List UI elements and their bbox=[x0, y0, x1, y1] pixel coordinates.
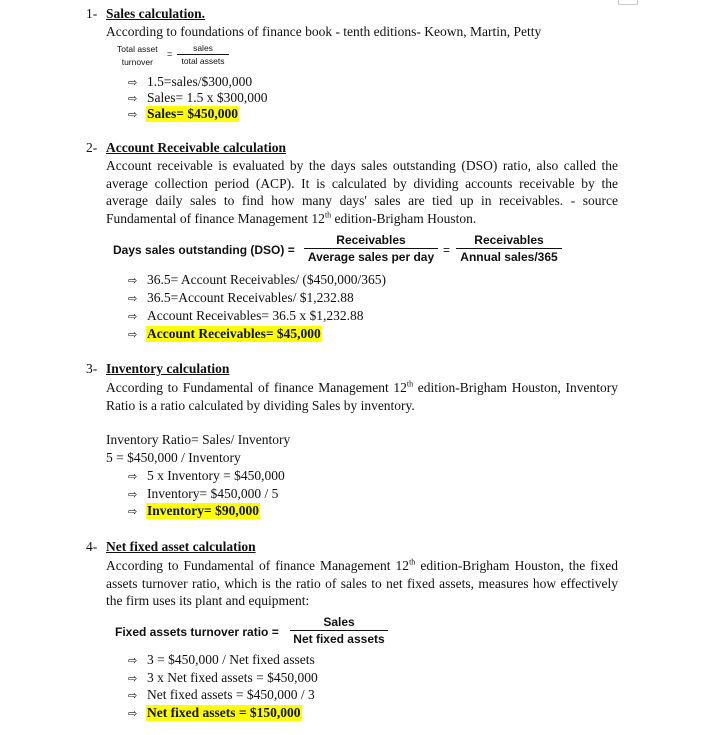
section-4-number: 4- bbox=[86, 539, 98, 554]
arrow-icon: ⇨ bbox=[128, 108, 138, 121]
para-text-end: edition-Brigham Houston, Inventory Ratio is a ratio calculated by dividing Sales by inventory. bbox=[106, 380, 618, 413]
section-2-paragraph bbox=[106, 157, 618, 227]
ratio-label-bottom: turnover bbox=[121, 57, 153, 67]
ratio-label bbox=[117, 43, 158, 69]
arrow-icon: ⇨ bbox=[128, 292, 138, 305]
arrow-icon: ⇨ bbox=[128, 672, 138, 685]
s4-step-1: 3 = $450,000 / Net fixed assets bbox=[147, 652, 315, 667]
section-2-number: 2- bbox=[86, 140, 98, 155]
section-3-number: 3- bbox=[86, 361, 98, 376]
ratio-fraction bbox=[177, 43, 229, 66]
dso-fraction-1-denominator: Average sales per day bbox=[307, 250, 435, 264]
section-4-paragraph bbox=[106, 557, 618, 610]
arrow-icon: ⇨ bbox=[128, 92, 138, 105]
s4-step-3: Net fixed assets = $450,000 / 3 bbox=[147, 687, 315, 702]
para-text: According to Fundamental of finance Management 12 bbox=[106, 380, 407, 395]
dso-fraction-1-numerator: Receivables bbox=[304, 233, 438, 249]
s2-result: Account Receivables= $45,000 bbox=[147, 326, 321, 341]
dso-fraction-2 bbox=[456, 233, 562, 264]
section-3-heading: Inventory calculation bbox=[106, 361, 230, 376]
section-4-heading: Net fixed asset calculation bbox=[106, 539, 256, 554]
arrow-icon: ⇨ bbox=[128, 689, 138, 702]
arrow-icon: ⇨ bbox=[128, 654, 138, 667]
ratio-denominator: total assets bbox=[181, 56, 225, 66]
section-1-intro: According to foundations of finance book - tenth editions- Keown, Martin, Petty bbox=[106, 24, 542, 39]
ratio-equals: = bbox=[167, 49, 173, 59]
fixed-assets-denominator: Net fixed assets bbox=[293, 632, 385, 646]
s3-result: Inventory= $90,000 bbox=[147, 503, 259, 518]
s3-step-2: Inventory= $450,000 / 5 bbox=[147, 486, 279, 501]
ratio-numerator: sales bbox=[177, 43, 229, 55]
arrow-icon: ⇨ bbox=[128, 505, 138, 518]
s4-step-2: 3 x Net fixed assets = $450,000 bbox=[147, 670, 318, 685]
s4-result: Net fixed assets = $150,000 bbox=[147, 705, 301, 720]
s2-step-1: 36.5= Account Receivables/ ($450,000/365) bbox=[147, 272, 386, 287]
arrow-icon: ⇨ bbox=[128, 274, 138, 287]
dso-fraction-2-numerator: Receivables bbox=[456, 233, 562, 249]
section-2-heading: Account Receivable calculation bbox=[106, 140, 286, 155]
s3-line-2: 5 = $450,000 / Inventory bbox=[106, 450, 241, 465]
para-superscript: th bbox=[409, 557, 416, 567]
section-1-number: 1- bbox=[86, 6, 98, 21]
fixed-assets-numerator: Sales bbox=[290, 615, 388, 631]
para-text: According to Fundamental of finance Management 12 bbox=[106, 558, 410, 573]
section-3-paragraph bbox=[106, 379, 618, 414]
ratio-label-top: Total asset bbox=[117, 44, 158, 54]
fixed-assets-fraction bbox=[290, 615, 388, 646]
arrow-icon: ⇨ bbox=[128, 310, 138, 323]
arrow-icon: ⇨ bbox=[128, 707, 138, 720]
section-1-heading: Sales calculation. bbox=[106, 6, 206, 21]
arrow-icon: ⇨ bbox=[128, 76, 138, 89]
para-text: Account receivable is evaluated by the days sales outstanding (DSO) ratio, also called the average collection period (ACP). It is calculated by dividing accounts receivable by the average daily sales to find how many days' sales are tied up in receivables. - source Fundamental of finance Management 12 bbox=[106, 158, 618, 226]
page-corner-mark bbox=[618, 0, 638, 5]
s1-step-1: 1.5=sales/$300,000 bbox=[147, 74, 253, 89]
s3-step-1: 5 x Inventory = $450,000 bbox=[147, 468, 285, 483]
para-superscript: th bbox=[406, 379, 414, 389]
dso-formula-label: Days sales outstanding (DSO) = bbox=[113, 243, 295, 257]
arrow-icon: ⇨ bbox=[128, 488, 138, 501]
fixed-assets-formula-label: Fixed assets turnover ratio = bbox=[115, 625, 279, 639]
s2-step-2: 36.5=Account Receivables/ $1,232.88 bbox=[147, 290, 354, 305]
arrow-icon: ⇨ bbox=[128, 328, 138, 341]
s2-step-3: Account Receivables= 36.5 x $1,232.88 bbox=[147, 308, 364, 323]
dso-fraction-2-denominator: Annual sales/365 bbox=[460, 250, 558, 264]
para-text-end: edition-Brigham Houston. bbox=[331, 210, 477, 226]
para-text-end: edition-Brigham Houston, the fixed assets turnover ratio, which is the ratio of sales to net fixed assets, measures how effectively the firm uses its plant and equipment: bbox=[106, 558, 618, 608]
dso-fraction-1 bbox=[304, 233, 438, 264]
s1-result: Sales= $450,000 bbox=[147, 106, 238, 121]
s1-step-2: Sales= 1.5 x $300,000 bbox=[147, 90, 268, 105]
para-superscript: th bbox=[324, 210, 332, 219]
dso-equals: = bbox=[443, 243, 451, 257]
arrow-icon: ⇨ bbox=[128, 470, 138, 483]
s3-line-1: Inventory Ratio= Sales/ Inventory bbox=[106, 432, 291, 447]
